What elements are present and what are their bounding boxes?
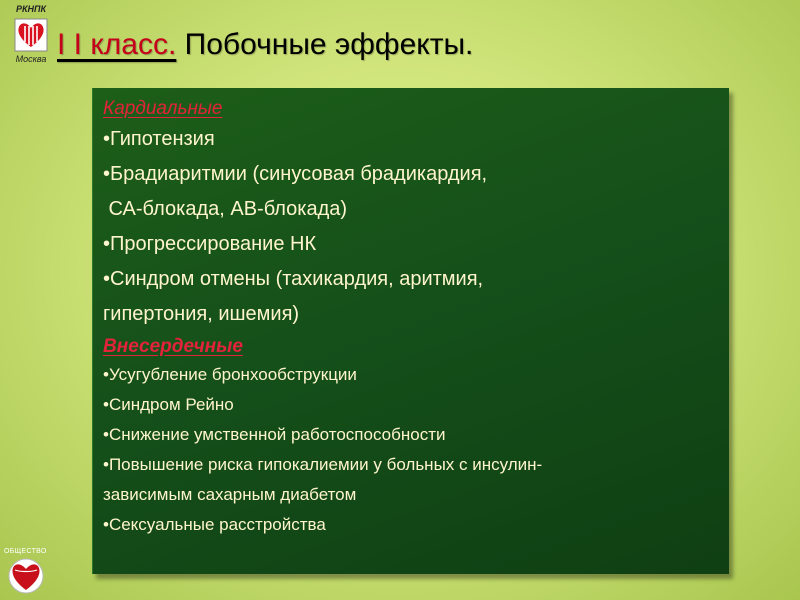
content-list (103, 96, 721, 540)
list-item: •Повышение риска гипокалиемии у больных с инсулин- (103, 455, 543, 474)
cardiac-heading: Кардиальные (103, 98, 223, 119)
list-item: •Сексуальные расстройства (103, 515, 326, 534)
slide-title (57, 28, 473, 62)
list-item: •Снижение умственной работоспособности (103, 425, 446, 444)
list-item: •Гипотензия (103, 128, 215, 150)
list-item: зависимым сахарным диабетом (103, 485, 357, 504)
heart-icon (14, 18, 48, 52)
list-item: гипертония, ишемия) (103, 303, 300, 325)
list-item: •Прогрессирование НК (103, 233, 317, 255)
title-prefix: I I класс. (57, 28, 177, 61)
org-name: РКНПК (15, 4, 47, 14)
list-item: СА-блокада, АВ-блокада) (103, 198, 348, 220)
society-label: ОБЩЕСТВО (4, 548, 47, 555)
list-item: •Брадиаритмии (синусовая брадикардия, (103, 163, 488, 185)
title-suffix: Побочные эффекты. (184, 28, 474, 61)
society-logo (4, 548, 46, 598)
extracardiac-heading: Внесердечные (103, 336, 243, 357)
list-item: •Синдром отмены (тахикардия, аритмия, (103, 268, 484, 290)
org-logo (8, 4, 54, 64)
org-city: Москва (15, 54, 47, 64)
heart-emblem-icon (6, 557, 46, 595)
list-item: •Усугубление бронхообструкции (103, 365, 357, 384)
list-item: •Синдром Рейно (103, 395, 234, 414)
content-panel (92, 88, 729, 574)
